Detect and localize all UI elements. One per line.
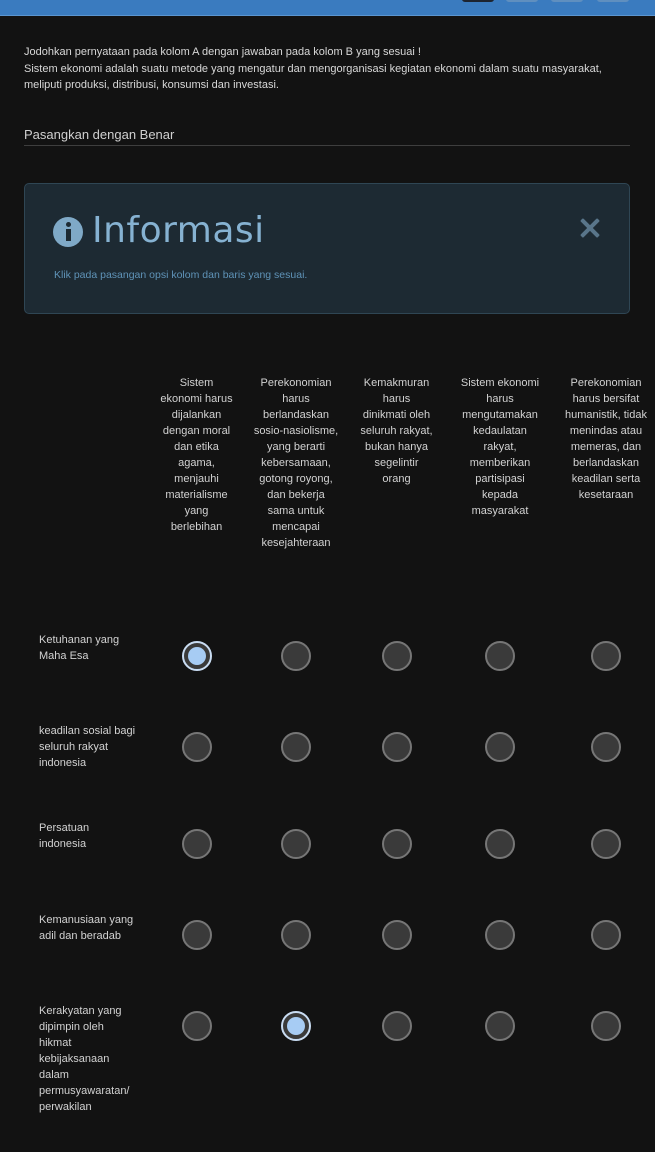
column-header-3: Kemakmuran harus dinikmati oleh seluruh rakyat, bukan hanya segelintir orang <box>360 377 433 485</box>
info-circle-icon <box>53 217 83 247</box>
radio-row5-col1[interactable] <box>182 1011 212 1041</box>
navbar-button-3[interactable] <box>551 0 583 2</box>
radio-row2-col1[interactable] <box>182 732 212 762</box>
radio-row4-col2[interactable] <box>281 920 311 950</box>
radio-row1-col2[interactable] <box>281 641 311 671</box>
instruction-line-3: meliputi produksi, distribusi, konsumsi dan investasi. <box>24 79 279 91</box>
instruction-line-2: Sistem ekonomi adalah suatu metode yang mengatur dan mengorganisasi kegiatan ekonomi dalam suatu masyarakat, <box>24 62 602 75</box>
radio-row1-col5[interactable] <box>591 641 621 671</box>
info-title: Informasi <box>92 210 265 251</box>
column-header-2: Perekonomian harus berlandaskan sosio-nasiolisme, yang berarti kebersamaan, gotong royong, dan bekerja sama untuk mencapai kesejahteraan <box>253 377 339 549</box>
radio-row3-col4[interactable] <box>485 829 515 859</box>
radio-row2-col2[interactable] <box>281 732 311 762</box>
radio-row4-col4[interactable] <box>485 920 515 950</box>
radio-row2-col3[interactable] <box>382 732 412 762</box>
section-title: Pasangkan dengan Benar <box>24 127 630 146</box>
radio-row4-col5[interactable] <box>591 920 621 950</box>
radio-row3-col3[interactable] <box>382 829 412 859</box>
info-text: Klik pada pasangan opsi kolom dan baris yang sesuai. <box>54 269 308 281</box>
radio-row3-col5[interactable] <box>591 829 621 859</box>
navbar-button-2[interactable] <box>506 0 538 2</box>
instruction-line-1: Jodohkan pernyataan pada kolom A dengan jawaban pada kolom B yang sesuai ! <box>24 46 421 58</box>
radio-row1-col1[interactable] <box>182 641 212 671</box>
info-alert <box>24 183 630 314</box>
navbar-button-1[interactable] <box>462 0 494 2</box>
navbar-button-4[interactable] <box>597 0 629 2</box>
radio-row5-col2[interactable] <box>281 1011 311 1041</box>
radio-row2-col5[interactable] <box>591 732 621 762</box>
radio-row4-col3[interactable] <box>382 920 412 950</box>
radio-row4-col1[interactable] <box>182 920 212 950</box>
radio-row5-col5[interactable] <box>591 1011 621 1041</box>
column-header-1: Sistem ekonomi harus dijalankan dengan moral dan etika agama, menjauhi materialisme yang berlebihan <box>160 377 233 533</box>
radio-row1-col3[interactable] <box>382 641 412 671</box>
radio-row2-col4[interactable] <box>485 732 515 762</box>
column-header-4: Sistem ekonomi harus mengutamakan kedaulatan rakyat, memberikan partisipasi kepada masyarakat <box>460 377 540 517</box>
question-instructions <box>24 44 634 94</box>
radio-row1-col4[interactable] <box>485 641 515 671</box>
row-label-2: keadilan sosial bagi seluruh rakyat indonesia <box>39 725 136 769</box>
radio-row3-col1[interactable] <box>182 829 212 859</box>
row-label-5: Kerakyatan yang dipimpin oleh hikmat kebijaksanaan dalam permusyawaratan/ perwakilan <box>39 1005 130 1113</box>
radio-row5-col3[interactable] <box>382 1011 412 1041</box>
row-label-1: Ketuhanan yang Maha Esa <box>39 634 120 662</box>
close-icon[interactable] <box>578 216 602 240</box>
column-header-5: Perekonomian harus bersifat humanistik, tidak menindas atau memeras, dan berlandaskan keadilan serta kesetaraan <box>565 377 647 501</box>
top-navbar <box>0 0 655 16</box>
row-label-3: Persatuan indonesia <box>39 822 90 850</box>
radio-row5-col4[interactable] <box>485 1011 515 1041</box>
row-label-4: Kemanusiaan yang adil dan beradab <box>39 914 134 942</box>
radio-row3-col2[interactable] <box>281 829 311 859</box>
